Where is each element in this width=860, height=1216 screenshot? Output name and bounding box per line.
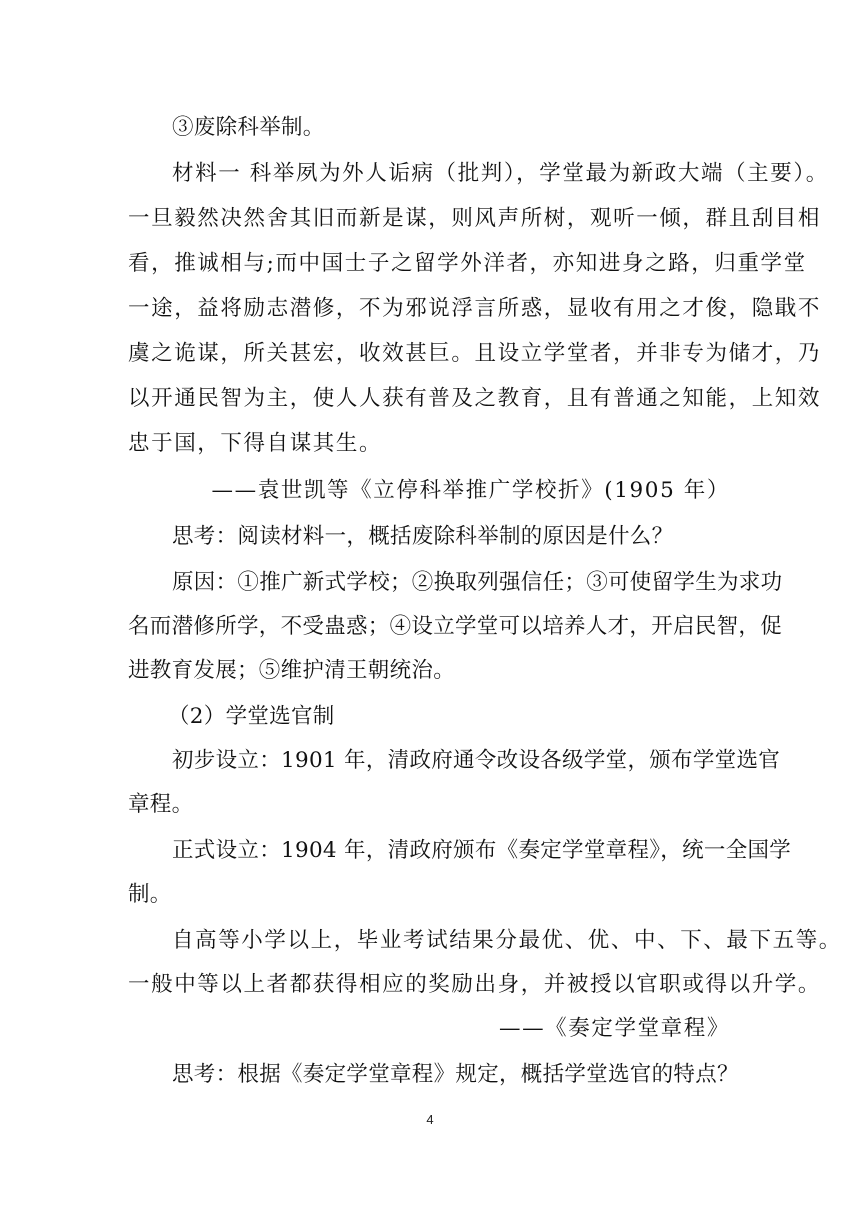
initial-line: 章程。 [128, 792, 194, 817]
material-2-line: 自高等小学以上，毕业考试结果分最优、优、中、下、最下五等。 [172, 928, 842, 953]
question-1: 思考：阅读材料一，概括废除科举制的原因是什么？ [172, 524, 674, 549]
material-2-line: 一般中等以上者都获得相应的奖励出身，并被授以官职或得以升学。 [128, 972, 822, 997]
page-number: 4 [426, 1112, 434, 1127]
material-1-line: 忠于国，下得自谋其生。 [128, 431, 383, 456]
question-2: 思考：根据《奏定学堂章程》规定，概括学堂选官的特点？ [172, 1062, 739, 1087]
answer-1-line: 进教育发展；⑤维护清王朝统治。 [128, 658, 456, 683]
material-1-line: 一途，益将励志潜修，不为邪说浮言所惑，显收有用之才俊，隐戢不 [128, 296, 822, 321]
material-1-line: 材料一 科举夙为外人诟病（批判），学堂最为新政大端（主要）。 [172, 161, 829, 186]
material-1-line: 一旦毅然决然舍其旧而新是谋，则风声所树，观听一倾，群且刮目相 [128, 206, 822, 231]
section-item: ③废除科举制。 [172, 115, 325, 140]
material-1-line: 虞之诡谋，所关甚宏，收效甚巨。且设立学堂者，并非专为储才，乃 [128, 341, 822, 366]
formal-line: 制。 [128, 882, 172, 907]
formal-line: 正式设立：1904 年，清政府颁布《奏定学堂章程》，统一全国学 [172, 838, 792, 863]
subheading: （2）学堂选官制 [168, 704, 335, 729]
answer-1-line: 名而潜修所学，不受蛊惑；④设立学堂可以培养人才，开启民智，促 [128, 614, 783, 639]
answer-1-line: 原因：①推广新式学校；②换取列强信任；③可使留学生为求功 [172, 570, 783, 595]
material-1-line: 以开通民智为主，使人人获有普及之教育，且有普通之知能，上知效 [128, 386, 822, 411]
material-2-source: ——《奏定学堂章程》 [498, 1016, 730, 1041]
material-1-line: 看，推诚相与;而中国士子之留学外洋者，亦知进身之路，归重学堂 [128, 251, 807, 276]
material-1-source: ——袁世凯等《立停科举推广学校折》(1905 年） [211, 478, 730, 503]
initial-line: 初步设立：1901 年，清政府通令改设各级学堂，颁布学堂选官 [172, 748, 781, 773]
